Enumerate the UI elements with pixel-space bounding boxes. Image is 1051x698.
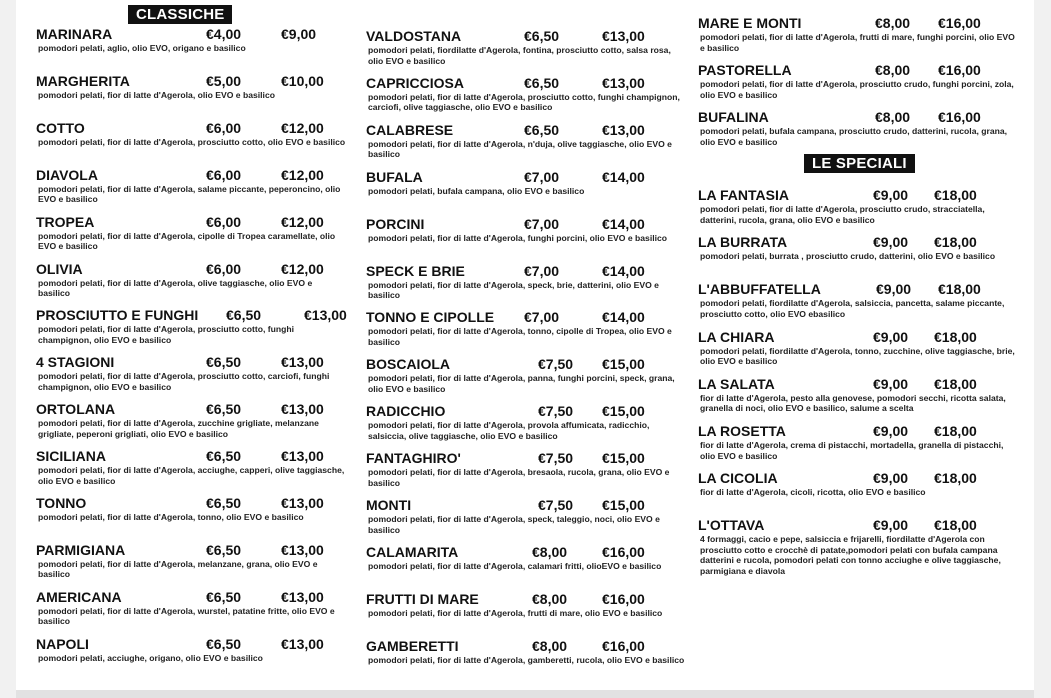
menu-item-header bbox=[36, 635, 346, 653]
section-heading-speciali: LE SPECIALI bbox=[804, 154, 915, 173]
price-small: €8,00 bbox=[875, 109, 911, 125]
pizza-ingredients: pomodori pelati, fior di latte d'Agerola, funghi porcini, olio EVO e basilico bbox=[368, 232, 668, 243]
menu-item bbox=[698, 233, 1018, 262]
menu-item-header bbox=[36, 213, 346, 231]
price-large: €13,00 bbox=[281, 401, 324, 418]
price-large: €18,00 bbox=[934, 328, 977, 345]
menu-item-header bbox=[698, 375, 1018, 393]
pizza-name: COTTO bbox=[36, 119, 85, 136]
price-small: €7,00 bbox=[524, 309, 560, 326]
price-small: €9,00 bbox=[873, 234, 909, 251]
price-small: €6,50 bbox=[524, 74, 560, 91]
price-small: €6,50 bbox=[206, 401, 242, 418]
menu-item-header bbox=[36, 25, 346, 43]
pizza-ingredients: pomodori pelati, fior di latte d'Agerola, bresaola, rucola, grana, olio EVO e basilico bbox=[368, 467, 670, 488]
pizza-ingredients: pomodori pelati, fior di latte d'Agerola, panna, funghi porcini, speck, grana, olio EVO e basilico bbox=[368, 373, 675, 394]
pizza-name: GAMBERETTI bbox=[366, 637, 459, 654]
pizza-ingredients: pomodori pelati, fior di latte d'Agerola, gamberetti, rucola, olio EVO e basilico bbox=[368, 654, 685, 665]
pizza-name: 4 STAGIONI bbox=[36, 354, 115, 371]
pizza-ingredients: pomodori pelati, burrata , prosciutto crudo, datterini, olio EVO e basilico bbox=[700, 251, 996, 262]
price-large: €13,00 bbox=[281, 588, 324, 605]
menu-item bbox=[366, 27, 686, 66]
price-small: €6,50 bbox=[206, 448, 242, 465]
pizza-name: TROPEA bbox=[36, 213, 95, 230]
pizza-name: DIAVOLA bbox=[36, 166, 98, 183]
menu-item bbox=[36, 541, 346, 580]
menu-item-header bbox=[366, 543, 686, 561]
pizza-name: LA BURRATA bbox=[698, 234, 788, 251]
menu-item bbox=[36, 400, 346, 439]
menu-item-header bbox=[366, 449, 686, 467]
menu-item-header bbox=[36, 494, 346, 512]
menu-item bbox=[366, 543, 686, 572]
menu-item-header bbox=[366, 355, 686, 373]
menu-item-header bbox=[698, 186, 1018, 204]
menu-item-header bbox=[36, 447, 346, 465]
pizza-name: L'OTTAVA bbox=[698, 517, 765, 534]
price-large: €18,00 bbox=[934, 375, 977, 392]
pizza-name: ORTOLANA bbox=[36, 401, 116, 418]
pizza-ingredients: pomodori pelati, fior di latte d'Agerola, prosciutto cotto, olio EVO e basilico bbox=[38, 136, 346, 147]
price-large: €15,00 bbox=[602, 403, 645, 420]
price-large: €13,00 bbox=[602, 74, 645, 91]
price-large: €16,00 bbox=[602, 543, 645, 560]
menu-item-header bbox=[698, 516, 1018, 534]
pizza-ingredients: fior di latte d'Agerola, crema di pistacchi, mortadella, granella di pistacchi, olio EVO e basilico bbox=[700, 440, 1004, 461]
price-small: €5,00 bbox=[206, 72, 242, 89]
menu-item-header bbox=[36, 353, 346, 371]
price-large: €13,00 bbox=[281, 495, 324, 511]
pizza-name: VALDOSTANA bbox=[366, 28, 462, 44]
pizza-name: PROSCIUTTO E FUNGHI bbox=[36, 307, 199, 324]
price-large: €10,00 bbox=[281, 72, 324, 89]
menu-item-header bbox=[698, 328, 1018, 346]
price-large: €13,00 bbox=[281, 354, 324, 371]
price-small: €8,00 bbox=[875, 62, 911, 78]
price-large: €16,00 bbox=[602, 637, 645, 654]
pizza-name: PARMIGIANA bbox=[36, 541, 126, 558]
pizza-name: BOSCAIOLA bbox=[366, 356, 450, 373]
pizza-name: RADICCHIO bbox=[366, 403, 446, 420]
pizza-name: TONNO bbox=[36, 495, 87, 511]
price-small: €9,00 bbox=[876, 281, 912, 298]
price-large: €18,00 bbox=[934, 187, 977, 203]
menu-item bbox=[36, 588, 346, 627]
price-large: €18,00 bbox=[934, 517, 977, 534]
pizza-ingredients: pomodori pelati, fior di latte d'Agerola, provola affumicata, radicchio, salsiccia, olive taggiasche, olio EVO e basilico bbox=[368, 420, 650, 441]
price-small: €6,50 bbox=[524, 28, 560, 44]
price-large: €9,00 bbox=[281, 26, 317, 42]
pizza-ingredients: pomodori pelati, fior di latte d'Agerola, calamari fritti, olioEVO e basilico bbox=[368, 560, 662, 571]
menu-item-header bbox=[366, 308, 686, 326]
menu-sheet bbox=[16, 0, 1034, 690]
menu-item bbox=[698, 108, 1018, 147]
pizza-ingredients: pomodori pelati, fior di latte d'Agerola, prosciutto cotto, funghi champignon, carciofi, olive taggiasche, olio EVO e basilico bbox=[368, 91, 680, 113]
menu-item bbox=[36, 213, 346, 252]
pizza-name: LA ROSETTA bbox=[698, 423, 786, 439]
pizza-name: PASTORELLA bbox=[698, 62, 792, 78]
pizza-name: SICILIANA bbox=[36, 448, 106, 465]
pizza-ingredients: pomodori pelati, fior di latte d'Agerola, prosciutto crudo, funghi porcini, zola, olio EVO e basilico bbox=[700, 79, 1014, 100]
menu-item bbox=[366, 262, 686, 301]
menu-item-header bbox=[366, 637, 686, 655]
pizza-name: BUFALA bbox=[366, 168, 423, 185]
menu-item bbox=[698, 422, 1018, 461]
price-small: €6,00 bbox=[206, 166, 242, 183]
price-large: €13,00 bbox=[602, 121, 645, 138]
price-small: €7,50 bbox=[538, 403, 574, 420]
menu-item bbox=[698, 516, 1018, 576]
menu-item-header bbox=[36, 400, 346, 418]
pizza-name: FRUTTI DI MARE bbox=[366, 590, 479, 607]
price-small: €7,00 bbox=[524, 215, 560, 232]
price-small: €9,00 bbox=[873, 470, 909, 487]
pizza-name: BUFALINA bbox=[698, 109, 769, 125]
pizza-name: MONTI bbox=[366, 497, 412, 513]
pizza-name: TONNO E CIPOLLE bbox=[366, 309, 495, 326]
price-large: €16,00 bbox=[602, 590, 645, 607]
pizza-ingredients: pomodori pelati, fior di latte d'Agerola, olio EVO e basilico bbox=[38, 89, 275, 100]
menu-item-header bbox=[366, 74, 686, 92]
pizza-ingredients: pomodori pelati, fior di latte d'Agerola, acciughe, capperi, olive taggiasche, olio EVO e basilico bbox=[38, 465, 345, 486]
price-small: €6,00 bbox=[206, 213, 242, 230]
menu-item-header bbox=[698, 14, 1018, 32]
menu-item-header bbox=[366, 496, 686, 514]
price-large: €18,00 bbox=[934, 234, 977, 251]
price-small: €6,50 bbox=[524, 121, 560, 138]
price-small: €7,50 bbox=[538, 450, 574, 467]
price-large: €16,00 bbox=[938, 62, 981, 78]
menu-item bbox=[698, 186, 1018, 225]
menu-item bbox=[36, 306, 346, 345]
pizza-name: CAPRICCIOSA bbox=[366, 74, 465, 91]
pizza-ingredients: pomodori pelati, fior di latte d'Agerola, wurstel, patatine fritte, olio EVO e basilico bbox=[38, 605, 335, 627]
pizza-name: MARE E MONTI bbox=[698, 15, 802, 31]
price-large: €13,00 bbox=[281, 541, 324, 558]
pizza-name: FANTAGHIRO' bbox=[366, 450, 461, 467]
price-large: €12,00 bbox=[281, 119, 324, 136]
price-small: €4,00 bbox=[206, 26, 242, 42]
page-bottom-edge bbox=[16, 690, 1034, 698]
pizza-ingredients: pomodori pelati, fior di latte d'Agerola, cipolle di Tropea caramellate, olio EVO e basilico bbox=[38, 230, 336, 252]
menu-item-header bbox=[366, 27, 686, 45]
pizza-name: LA CHIARA bbox=[698, 328, 775, 345]
menu-item bbox=[36, 447, 346, 486]
price-large: €15,00 bbox=[602, 356, 645, 373]
pizza-name: AMERICANA bbox=[36, 588, 122, 605]
menu-item bbox=[366, 496, 686, 535]
pizza-ingredients: pomodori pelati, fior di latte d'Agerola, zucchine grigliate, melanzane grigliate, peperoni grigliati, olio EVO e basilico bbox=[38, 418, 319, 439]
pizza-ingredients: pomodori pelati, fior di latte d'Agerola, prosciutto crudo, stracciatella, datterini, rucola, grana, olio EVO e basilico bbox=[700, 204, 985, 225]
pizza-ingredients: pomodori pelati, aglio, olio EVO, origano e basilico bbox=[38, 43, 246, 53]
menu-item bbox=[36, 72, 346, 101]
menu-item bbox=[36, 119, 346, 148]
pizza-name: LA CICOLIA bbox=[698, 470, 778, 487]
price-small: €6,50 bbox=[206, 635, 242, 652]
pizza-name: L'ABBUFFATELLA bbox=[698, 281, 821, 298]
menu-item bbox=[366, 168, 686, 197]
pizza-ingredients: pomodori pelati, fior di latte d'Agerola, prosciutto cotto, carciofi, funghi champignon, olio EVO e basilico bbox=[38, 371, 330, 392]
menu-item bbox=[36, 353, 346, 392]
menu-item bbox=[366, 355, 686, 394]
price-small: €9,00 bbox=[873, 328, 909, 345]
pizza-ingredients: pomodori pelati, acciughe, origano, olio EVO e basilico bbox=[38, 652, 263, 663]
price-large: €16,00 bbox=[938, 15, 981, 31]
menu-item-header bbox=[36, 72, 346, 90]
pizza-ingredients: pomodori pelati, fior di latte d'Agerola, tonno, olio EVO e basilico bbox=[38, 512, 304, 522]
pizza-name: MARGHERITA bbox=[36, 72, 130, 89]
pizza-ingredients: pomodori pelati, fior di latte d'Agerola, prosciutto cotto, funghi champignon, olio EVO e basilico bbox=[38, 324, 295, 345]
price-small: €9,00 bbox=[873, 187, 909, 203]
price-large: €13,00 bbox=[281, 635, 324, 652]
menu-item bbox=[36, 494, 346, 523]
pizza-ingredients: pomodori pelati, fiordilatte d'Agerola, fontina, prosciutto cotto, salsa rosa, olio EVO e basilico bbox=[368, 45, 671, 66]
menu-item bbox=[366, 215, 686, 244]
pizza-ingredients: pomodori pelati, fior di latte d'Agerola, frutti di mare, olio EVO e basilico bbox=[368, 607, 663, 618]
price-large: €12,00 bbox=[281, 260, 324, 277]
price-large: €14,00 bbox=[602, 262, 645, 279]
pizza-name: SPECK E BRIE bbox=[366, 262, 465, 279]
pizza-ingredients: pomodori pelati, fior di latte d'Agerola, olive taggiasche, olio EVO e basilico bbox=[38, 277, 313, 298]
price-large: €13,00 bbox=[304, 307, 347, 324]
pizza-ingredients: 4 formaggi, cacio e pepe, salsiccia e frijarelli, fiordilatte d'Agerola con prosciutto cotto e crocchè di patate,pomodori pelati con bufala campana datterini e rucola, pomodori pelati con tonno acciughe e olive taggiasche, parmigiana e diavola bbox=[700, 534, 1001, 576]
price-small: €6,50 bbox=[226, 307, 262, 324]
pizza-name: PORCINI bbox=[366, 215, 425, 232]
price-small: €8,00 bbox=[532, 637, 568, 654]
price-large: €15,00 bbox=[602, 450, 645, 467]
pizza-ingredients: pomodori pelati, fior di latte d'Agerola, tonno, cipolle di Tropea, olio EVO e basilico bbox=[368, 326, 672, 347]
pizza-ingredients: pomodori pelati, bufala campana, olio EVO e basilico bbox=[368, 185, 585, 196]
price-large: €12,00 bbox=[281, 213, 324, 230]
menu-item-header bbox=[698, 108, 1018, 126]
menu-item-header bbox=[366, 121, 686, 139]
menu-item-header bbox=[36, 119, 346, 137]
menu-item-header bbox=[698, 469, 1018, 487]
menu-item bbox=[698, 375, 1018, 414]
menu-item-header bbox=[698, 422, 1018, 440]
menu-item bbox=[366, 121, 686, 160]
price-small: €9,00 bbox=[873, 517, 909, 534]
pizza-name: LA FANTASIA bbox=[698, 187, 789, 203]
menu-item-header bbox=[366, 215, 686, 233]
menu-item-header bbox=[366, 168, 686, 186]
menu-item-header bbox=[366, 590, 686, 608]
pizza-ingredients: pomodori pelati, bufala campana, prosciutto crudo, datterini, rucola, grana, olio EVO e basilico bbox=[700, 126, 1008, 147]
section-heading-classiche: CLASSICHE bbox=[128, 5, 232, 24]
menu-item-header bbox=[36, 588, 346, 606]
menu-item bbox=[366, 449, 686, 488]
pizza-ingredients: pomodori pelati, fiordilatte d'Agerola, salsiccia, pancetta, salame piccante, prosciutto cotto, olio EVO ebasilico bbox=[700, 298, 1005, 319]
pizza-ingredients: fior di latte d'Agerola, cicoli, ricotta, olio EVO e basilico bbox=[700, 487, 926, 498]
pizza-ingredients: pomodori pelati, fior di latte d'Agerola, melanzane, grana, olio EVO e basilico bbox=[38, 558, 318, 580]
menu-item bbox=[698, 14, 1018, 53]
price-small: €6,50 bbox=[206, 354, 242, 371]
price-large: €14,00 bbox=[602, 309, 645, 326]
price-large: €15,00 bbox=[602, 497, 645, 513]
price-small: €6,00 bbox=[206, 119, 242, 136]
menu-item-header bbox=[36, 306, 346, 324]
price-small: €7,00 bbox=[524, 262, 560, 279]
menu-item bbox=[698, 328, 1018, 367]
price-small: €6,50 bbox=[206, 495, 242, 511]
pizza-name: OLIVIA bbox=[36, 260, 83, 277]
menu-item bbox=[36, 260, 346, 299]
menu-item bbox=[36, 166, 346, 205]
price-small: €9,00 bbox=[873, 423, 909, 439]
price-large: €13,00 bbox=[602, 28, 645, 44]
price-small: €6,50 bbox=[206, 541, 242, 558]
price-small: €7,50 bbox=[538, 497, 574, 513]
menu-item bbox=[366, 590, 686, 619]
menu-item bbox=[366, 308, 686, 347]
pizza-name: LA SALATA bbox=[698, 375, 775, 392]
menu-item-header bbox=[36, 260, 346, 278]
price-small: €9,00 bbox=[873, 375, 909, 392]
pizza-ingredients: pomodori pelati, fior di latte d'Agerola, salame piccante, peperoncino, olio EVO e basilico bbox=[38, 183, 341, 205]
menu-item-header bbox=[36, 541, 346, 559]
pizza-ingredients: pomodori pelati, fiordilatte d'Agerola, tonno, zucchine, olive taggiasche, brie, olio EVO e basilico bbox=[700, 345, 1015, 367]
price-large: €16,00 bbox=[938, 109, 981, 125]
menu-item bbox=[36, 635, 346, 664]
price-small: €8,00 bbox=[875, 15, 911, 31]
menu-item bbox=[698, 61, 1018, 100]
menu-item bbox=[36, 25, 346, 54]
menu-item bbox=[698, 280, 1018, 319]
pizza-ingredients: pomodori pelati, fior di latte d'Agerola, speck, taleggio, noci, olio EVO e basilico bbox=[368, 514, 660, 535]
pizza-ingredients: pomodori pelati, fior di latte d'Agerola, speck, brie, datterini, olio EVO e basilico bbox=[368, 279, 659, 300]
pizza-name: NAPOLI bbox=[36, 635, 89, 652]
price-small: €7,00 bbox=[524, 168, 560, 185]
menu-item bbox=[366, 637, 686, 666]
pizza-ingredients: fior di latte d'Agerola, pesto alla genovese, pomodori secchi, ricotta salata, granella di noci, olio EVO e basilico, salume a scelta bbox=[700, 392, 1006, 414]
price-large: €14,00 bbox=[602, 215, 645, 232]
price-large: €18,00 bbox=[938, 281, 981, 298]
price-large: €12,00 bbox=[281, 166, 324, 183]
menu-item-header bbox=[366, 402, 686, 420]
menu-item bbox=[366, 402, 686, 441]
menu-item bbox=[698, 469, 1018, 498]
price-large: €18,00 bbox=[934, 470, 977, 487]
pizza-ingredients: pomodori pelati, fior di latte d'Agerola, frutti di mare, funghi porcini, olio EVO e basilico bbox=[700, 32, 1015, 53]
pizza-name: CALAMARITA bbox=[366, 543, 459, 560]
price-small: €8,00 bbox=[532, 543, 568, 560]
price-large: €14,00 bbox=[602, 168, 645, 185]
menu-item-header bbox=[698, 280, 1018, 298]
price-small: €8,00 bbox=[532, 590, 568, 607]
menu-item-header bbox=[36, 166, 346, 184]
pizza-name: MARINARA bbox=[36, 26, 113, 42]
price-small: €7,50 bbox=[538, 356, 574, 373]
menu-item-header bbox=[366, 262, 686, 280]
menu-item-header bbox=[698, 233, 1018, 251]
menu-item bbox=[366, 74, 686, 113]
price-small: €6,50 bbox=[206, 588, 242, 605]
price-small: €6,00 bbox=[206, 260, 242, 277]
pizza-ingredients: pomodori pelati, fior di latte d'Agerola, n'duja, olive taggiasche, olio EVO e basilico bbox=[368, 138, 672, 160]
menu-item-header bbox=[698, 61, 1018, 79]
pizza-name: CALABRESE bbox=[366, 121, 454, 138]
price-large: €13,00 bbox=[281, 448, 324, 465]
price-large: €18,00 bbox=[934, 423, 977, 439]
